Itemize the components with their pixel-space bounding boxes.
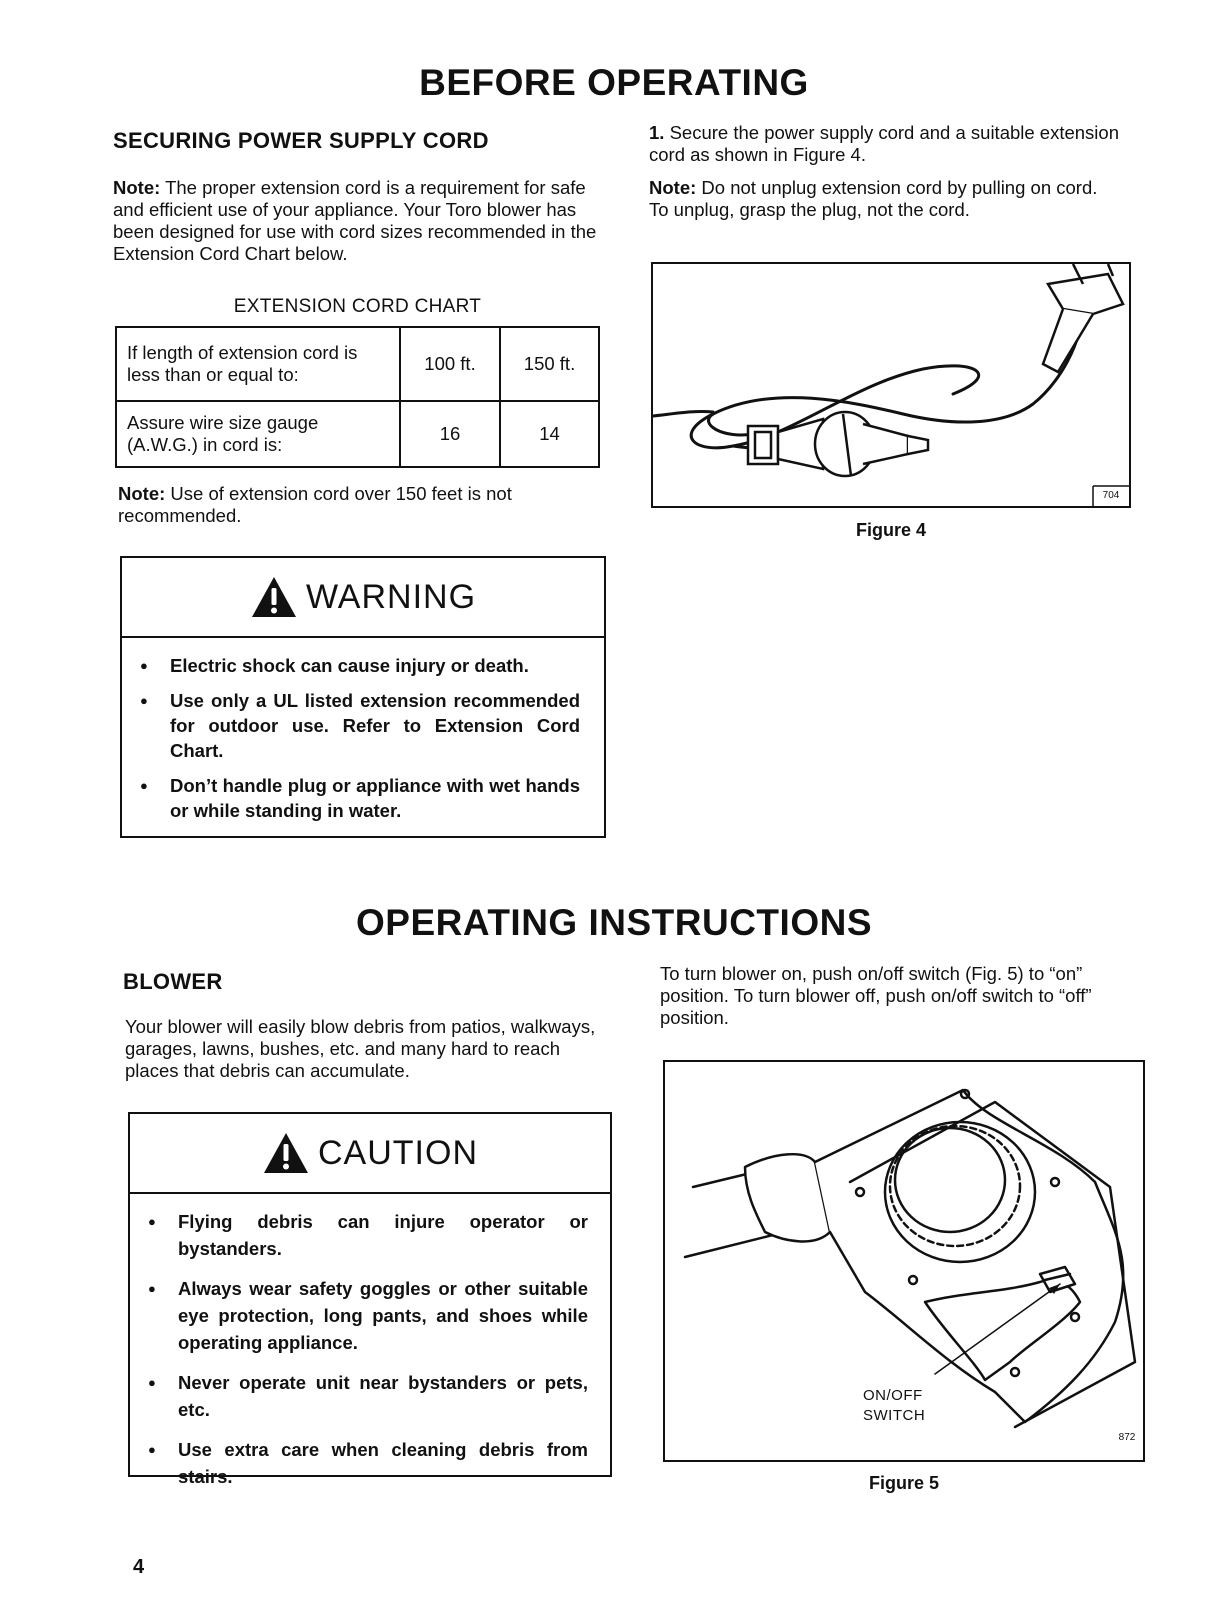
note-unplug [649,177,1119,221]
note-label: Note: [113,177,161,198]
note-text: The proper extension cord is a requirement for safe and efficient use of your appliance. Your Toro blower has been designed for use with cord sizes recommended in the Extension Cord Chart below. [113,177,597,264]
list-item: ● Use only a UL listed extension recommended for outdoor use. Refer to Extension Cord Chart. [170,688,580,763]
blower-description: Your blower will easily blow debris from patios, walkways, garages, lawns, bushes, etc. and many hard to reach places that debris can accumulate. [125,1016,596,1081]
on-off-switch-callout [863,1386,925,1426]
page-title-before-operating: BEFORE OPERATING [419,62,809,103]
warning-header [122,558,604,638]
warning-triangle-icon [250,575,298,619]
heading-blower: BLOWER [123,969,223,994]
figure-4-code: 704 [1102,490,1120,501]
extension-cord-chart [115,326,600,468]
step-1 [649,122,1119,166]
list-item: ● Always wear safety goggles or other suitable eye protection, long pants, and shoes while operating appliance. [178,1275,588,1356]
heading-securing-power-supply-cord: SECURING POWER SUPPLY CORD [113,128,489,153]
note-text: Do not unplug extension cord by pulling on cord. To unplug, grasp the plug, not the cord. [649,177,1098,220]
list-item: ● Use extra care when cleaning debris from stairs. [178,1436,588,1490]
table-cell-value: 100 ft. [400,327,500,401]
table-cell-label: Assure wire size gauge (A.W.G.) in cord is: [116,401,400,467]
table-cell-value: 16 [400,401,500,467]
page-title-operating-instructions: OPERATING INSTRUCTIONS [356,902,872,943]
figure-4-caption: Figure 4 [855,520,926,540]
note-label: Note: [649,177,697,198]
switch-instructions: To turn blower on, push on/off switch (Fig. 5) to “on” position. To turn blower off, push on/off switch to “off” position. [660,963,1092,1028]
page-number: 4 [133,1556,145,1578]
extension-cord-illustration [653,264,1129,506]
note-label: Note: [118,483,166,504]
caution-title: CAUTION [318,1133,478,1172]
caution-header [130,1114,610,1194]
step-number: 1. [649,122,665,143]
list-item: ● Never operate unit near bystanders or pets, etc. [178,1369,588,1423]
table-row [116,327,599,401]
warning-list [170,653,580,823]
table-cell-label: If length of extension cord is less than or equal to: [116,327,400,401]
note-text: Use of extension cord over 150 feet is not recommended. [118,483,512,526]
callout-line-1: ON/OFF [863,1387,923,1404]
figure-5-frame [663,1060,1145,1462]
warning-box [120,556,606,838]
warning-triangle-icon [262,1131,310,1175]
step-text: Secure the power supply cord and a suitable extension cord as shown in Figure 4. [649,122,1119,165]
figure-5-code: 872 [1118,1432,1136,1443]
extension-cord-chart-title: EXTENSION CORD CHART [233,296,482,317]
list-item: ● Don’t handle plug or appliance with wet hands or while standing in water. [170,773,580,823]
warning-title: WARNING [305,577,477,616]
caution-list [178,1208,588,1490]
table-row [116,401,599,467]
caution-box [128,1112,612,1487]
figure-4-frame [651,262,1131,508]
list-item: ● Electric shock can cause injury or death. [170,653,580,678]
callout-line-2: SWITCH [863,1407,926,1424]
note-extension-cord-requirement [113,177,603,265]
table-cell-value: 150 ft. [500,327,599,401]
figure-5-caption: Figure 5 [868,1473,939,1493]
list-item: ● Flying debris can injure operator or bystanders. [178,1208,588,1262]
note-extension-cord-length [118,483,608,527]
table-cell-value: 14 [500,401,599,467]
